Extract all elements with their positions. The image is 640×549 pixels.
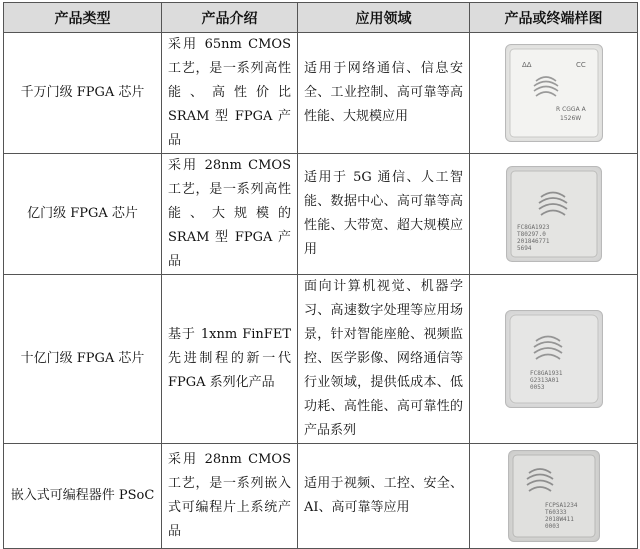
svg-text:1526W: 1526W	[559, 115, 581, 122]
fpga-chip-image	[505, 44, 603, 142]
fpga-chip-image	[505, 310, 603, 408]
product-intro-cell: 采用 65nm CMOS 工艺，是一系列高性能、高性价比 SRAM 型 FPGA 产品	[162, 33, 298, 154]
product-intro-cell: 采用 28nm CMOS 工艺，是一系列嵌入式可编程片上系统产品	[162, 444, 298, 549]
application-cell: 适用于视频、工控、安全、AI、高可靠等应用	[298, 444, 470, 549]
svg-text:FC8GA1931: FC8GA1931	[529, 370, 563, 377]
svg-text:T80297.0: T80297.0	[516, 231, 546, 238]
table-row	[4, 33, 638, 154]
application-cell: 适用于网络通信、信息安全、工业控制、高可靠等高性能、大规模应用	[298, 33, 470, 154]
table-row	[4, 275, 638, 444]
sample-image-cell	[470, 154, 638, 275]
svg-text:CC: CC	[575, 61, 586, 69]
header-product-type: 产品类型	[4, 3, 162, 33]
svg-text:R CGGA A: R CGGA A	[555, 106, 586, 113]
psoc-chip-image	[508, 450, 600, 542]
svg-text:FCPSA1234: FCPSA1234	[544, 502, 578, 509]
table-header-row	[4, 3, 638, 33]
product-type-cell: 十亿门级 FPGA 芯片	[4, 275, 162, 444]
application-cell: 适用于 5G 通信、人工智能、数据中心、高可靠等高性能、大带宽、超大规模应用	[298, 154, 470, 275]
fpga-chip-image	[506, 166, 602, 262]
product-intro-cell: 采用 28nm CMOS 工艺，是一系列高性能、大规模的 SRAM 型 FPGA 产品	[162, 154, 298, 275]
table-row	[4, 154, 638, 275]
svg-text:ΔΔ: ΔΔ	[521, 61, 532, 69]
svg-text:T60333: T60333	[544, 509, 567, 516]
svg-text:2018W411: 2018W411	[544, 516, 574, 523]
header-sample-image: 产品或终端样图	[470, 3, 638, 33]
header-application: 应用领域	[298, 3, 470, 33]
svg-text:5694: 5694	[516, 245, 531, 252]
svg-text:G2313A01: G2313A01	[529, 377, 559, 384]
svg-text:0053: 0053	[529, 384, 544, 391]
svg-text:FC8GA1923: FC8GA1923	[516, 224, 550, 231]
product-type-cell: 亿门级 FPGA 芯片	[4, 154, 162, 275]
sample-image-cell	[470, 33, 638, 154]
header-product-intro: 产品介绍	[162, 3, 298, 33]
product-type-cell: 嵌入式可编程器件 PSoC	[4, 444, 162, 549]
sample-image-cell	[470, 275, 638, 444]
svg-text:0003: 0003	[544, 523, 559, 530]
table-row	[4, 444, 638, 549]
application-cell: 面向计算机视觉、机器学习、高速数字处理等应用场景，针对智能座舱、视频监控、医学影像、网络通信等行业领域，提供低成本、低功耗、高性能、高可靠性的产品系列	[298, 275, 470, 444]
sample-image-cell	[470, 444, 638, 549]
product-table	[3, 2, 638, 549]
product-intro-cell: 基于 1xnm FinFET 先进制程的新一代 FPGA 系列化产品	[162, 275, 298, 444]
product-type-cell: 千万门级 FPGA 芯片	[4, 33, 162, 154]
svg-text:201846771: 201846771	[516, 238, 550, 245]
